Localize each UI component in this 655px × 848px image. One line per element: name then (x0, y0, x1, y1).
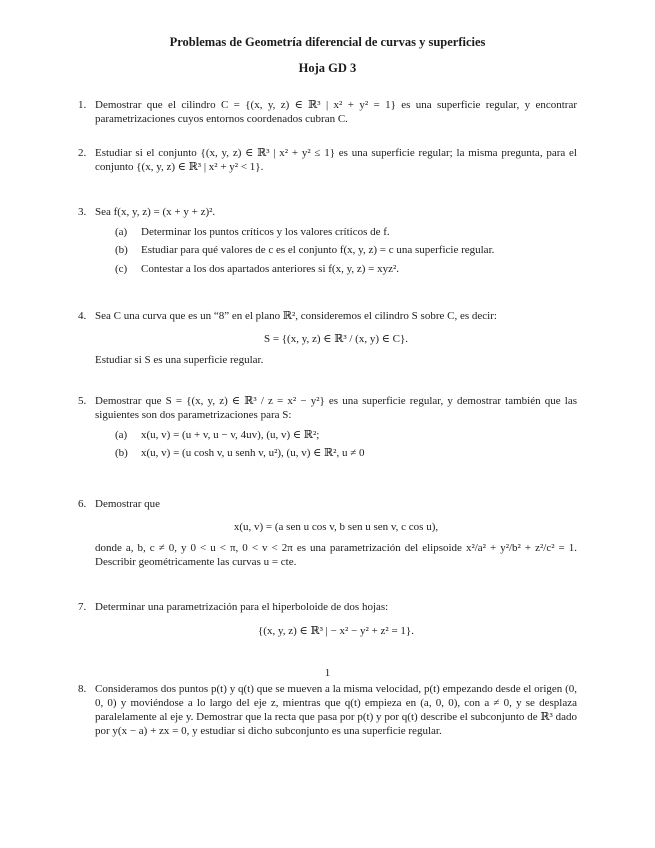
problem-part-b (115, 446, 577, 460)
problem-number: 2. (78, 147, 87, 160)
problem-number: 5. (78, 394, 87, 407)
problem-number: 4. (78, 309, 87, 322)
problem-body (95, 309, 577, 367)
problem-text: Determinar una parametrización para el hiperboloide de dos hojas: (95, 601, 389, 614)
problem-part-c (115, 262, 577, 276)
problem-7 (78, 600, 577, 644)
part-label: (b) (115, 447, 128, 460)
problem-text: Sea f(x, y, z) = (x + y + z)². (95, 206, 216, 219)
problem-text: Estudiar si el conjunto {(x, y, z) ∈ ℝ³ | x² + y² ≤ 1} es una superficie regular; la misma pregunta, para el conjunto {(x, y, z) ∈ ℝ³ | x² + y² < 1}. (95, 147, 577, 174)
part-text: x(u, v) = (u cosh v, u senh v, u²), (u, v) ∈ ℝ², u ≠ 0 (141, 447, 365, 460)
problem-number: 8. (78, 682, 87, 695)
problem-number: 6. (78, 498, 87, 511)
problem-body (95, 205, 577, 275)
problem-parts (95, 225, 577, 275)
document-title: Problemas de Geometría diferencial de curvas y superficies (169, 35, 486, 49)
problem-text-after: Estudiar si S es una superficie regular. (95, 353, 264, 366)
part-text: x(u, v) = (u + v, u − v, 4uv), (u, v) ∈ ℝ²; (141, 429, 320, 442)
problem-part-a (115, 428, 577, 442)
problem-part-a (115, 225, 577, 239)
problem-1 (78, 98, 577, 126)
problem-5 (78, 394, 577, 460)
problem-number: 7. (78, 601, 87, 614)
problem-number: 1. (78, 99, 87, 111)
problem-number: 3. (78, 206, 87, 219)
part-text: Contestar a los dos apartados anteriores si f(x, y, z) = xyz². (141, 262, 400, 275)
problem-text: Demostrar que (95, 498, 161, 511)
part-label: (a) (115, 429, 128, 442)
problem-body (95, 497, 577, 569)
problem-body (95, 98, 577, 126)
page-number: 1 (324, 667, 331, 679)
problem-4 (78, 309, 577, 367)
problem-3 (78, 205, 577, 275)
problem-body (95, 394, 577, 460)
problem-text-after: donde a, b, c ≠ 0, y 0 < u < π, 0 < v < 2π es una parametrización del elipsoide x²/a² + y²/b² + z²/c² = 1. Describir geométricamente las curvas u = cte. (95, 542, 577, 569)
problem-8 (78, 682, 577, 738)
document-subtitle: Hoja GD 3 (298, 61, 357, 75)
part-label: (c) (115, 262, 128, 275)
part-text: Estudiar para qué valores de c es el conjunto f(x, y, z) = c una superficie regular. (141, 244, 495, 257)
part-text: Determinar los puntos críticos y los valores críticos de f. (141, 226, 390, 239)
problem-body (95, 600, 577, 644)
problem-6 (78, 497, 577, 569)
problem-text: Demostrar que el cilindro C = {(x, y, z) ∈ ℝ³ | x² + y² = 1} es una superficie regular, y encontrar parametrizaciones cuyos entornos coordenados cubran C. (95, 99, 577, 126)
part-label: (a) (115, 226, 128, 239)
problem-text: Demostrar que S = {(x, y, z) ∈ ℝ³ / z = x² − y²} es una superficie regular, y demostrar también que las siguientes son dos parametrizaciones para S: (95, 394, 577, 421)
problem-text: Consideramos dos puntos p(t) y q(t) que se mueven a la misma velocidad, p(t) empezando desde el origen (0, 0, 0) y moviéndose a lo largo del eje z, mientras que q(t) empieza en (a, 0, 0), con a ≠ 0, y se desplaza paralelamente al eje y. Demostrar que la recta que pasa por p(t) y por q(t) describe el subconjunto de ℝ³ dado por y(x − a) + zx = 0, y estudiar si dicho subconjunto es una superficie regular. (95, 682, 577, 737)
problem-part-b (115, 243, 577, 257)
problem-text: Sea C una curva que es un “8” en el plano ℝ², consideremos el cilindro S sobre C, es decir: (95, 309, 497, 322)
problem-body (95, 682, 577, 738)
problem-list (78, 98, 577, 738)
problem-2 (78, 146, 577, 174)
display-equation: {(x, y, z) ∈ ℝ³ | − x² − y² + z² = 1}. (258, 624, 414, 637)
problem-body (95, 146, 577, 174)
part-label: (b) (115, 244, 128, 257)
display-equation: x(u, v) = (a sen u cos v, b sen u sen v, c cos u), (233, 521, 439, 534)
display-equation: S = {(x, y, z) ∈ ℝ³ / (x, y) ∈ C}. (263, 332, 409, 345)
problem-parts (95, 428, 577, 460)
